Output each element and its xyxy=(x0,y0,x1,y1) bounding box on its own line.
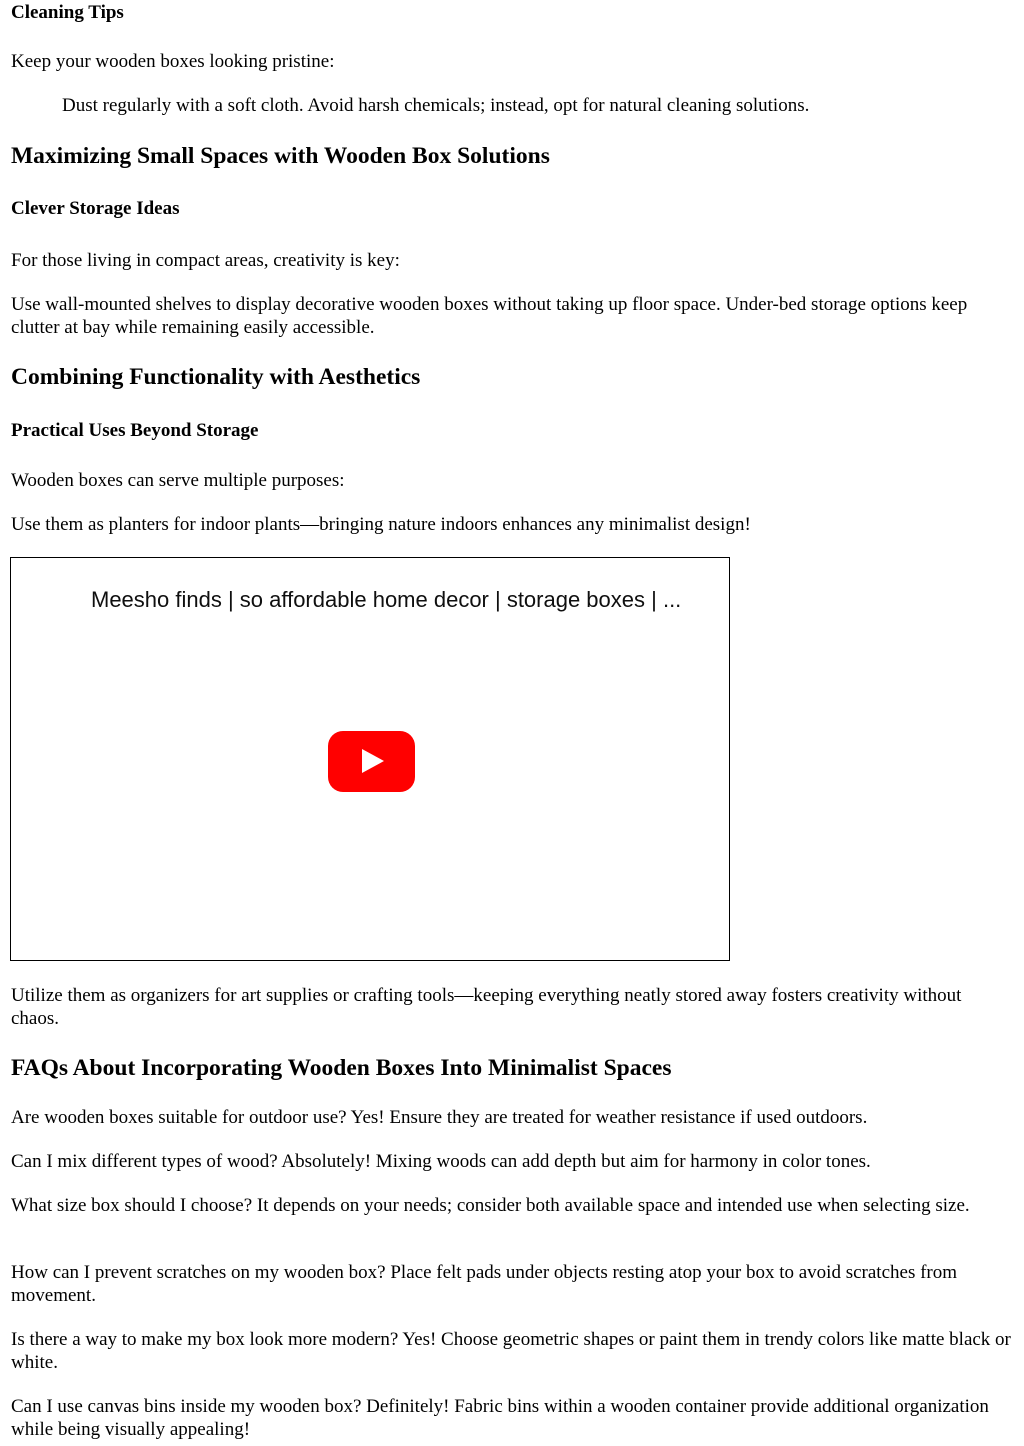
small-spaces-body: Use wall-mounted shelves to display decorative wooden boxes without taking up floor space. Under-bed storage options keep clutter at bay while remaining easily accessible. xyxy=(11,294,968,338)
small-spaces-heading: Maximizing Small Spaces with Wooden Box Solutions xyxy=(11,143,550,169)
functionality-after-video: Utilize them as organizers for art supplies or crafting tools—keeping everything neatly stored away fosters creativity without chaos. xyxy=(11,985,962,1029)
functionality-heading: Combining Functionality with Aesthetics xyxy=(11,364,421,390)
faq-item: Can I mix different types of wood? Absolutely! Mixing woods can add depth but aim for harmony in color tones. xyxy=(11,1151,871,1172)
faq-item: Are wooden boxes suitable for outdoor use? Yes! Ensure they are treated for weather resistance if used outdoors. xyxy=(11,1107,868,1128)
youtube-play-icon[interactable] xyxy=(328,731,415,792)
faqs-heading: FAQs About Incorporating Wooden Boxes Into Minimalist Spaces xyxy=(11,1055,672,1081)
faq-item: How can I prevent scratches on my wooden box? Place felt pads under objects resting atop your box to avoid scratches from movement. xyxy=(11,1262,958,1306)
clever-storage-heading: Clever Storage Ideas xyxy=(11,198,180,219)
youtube-video-embed[interactable] xyxy=(10,557,730,961)
practical-uses-heading: Practical Uses Beyond Storage xyxy=(11,420,259,441)
cleaning-tips-heading: Cleaning Tips xyxy=(11,2,124,23)
small-spaces-intro: For those living in compact areas, creativity is key: xyxy=(11,250,400,271)
play-triangle-icon xyxy=(362,749,384,773)
cleaning-quote: Dust regularly with a soft cloth. Avoid harsh chemicals; instead, opt for natural cleaning solutions. xyxy=(62,95,810,116)
functionality-intro: Wooden boxes can serve multiple purposes: xyxy=(11,470,345,491)
faq-item: Is there a way to make my box look more modern? Yes! Choose geometric shapes or paint them in trendy colors like matte black or white. xyxy=(11,1329,1011,1373)
faq-item: What size box should I choose? It depends on your needs; consider both available space and intended use when selecting size. xyxy=(11,1195,970,1216)
video-title[interactable]: Meesho finds | so affordable home decor | storage boxes | ... xyxy=(91,587,682,612)
cleaning-intro: Keep your wooden boxes looking pristine: xyxy=(11,51,335,72)
faq-item: Can I use canvas bins inside my wooden box? Definitely! Fabric bins within a wooden container provide additional organization while being visually appealing! xyxy=(11,1396,989,1440)
functionality-body: Use them as planters for indoor plants—bringing nature indoors enhances any minimalist design! xyxy=(11,514,751,535)
